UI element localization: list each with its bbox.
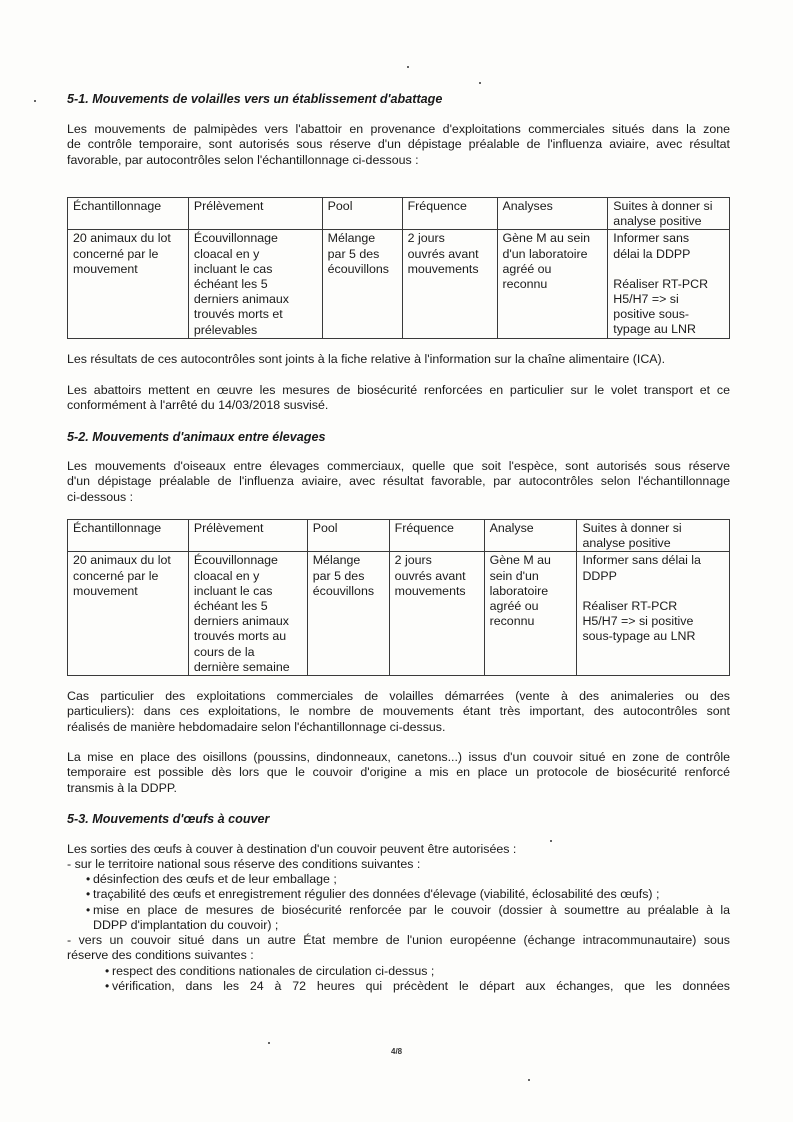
header-cell-pool: Pool [322,198,402,230]
section-heading-5-1: 5-1. Mouvements de volailles vers un établissement d'abattage [67,92,443,106]
text-line: conformément à l'arrêté du 14/03/2018 susvisé. [67,398,329,413]
cell-prelevement: Écouvillonnage cloacal en y incluant le cas échéant les 5 derniers animaux trouvés morts au cours de la dernière semaine [188,552,307,676]
header-cell-frequence: Fréquence [402,198,497,230]
cell-frequence: 2 jours ouvrés avant mouvements [402,230,497,338]
special-case-text [67,689,730,735]
text-line: ci-dessous : [67,489,134,504]
list-item: • respect des conditions nationales de circulation ci-dessus ; [105,964,435,978]
text-line: Les mouvements d'oiseaux entre élevages commerciaux, quelle que soit l'espèce, sont autorisés sous réserve [67,459,730,473]
national-conditions-list [67,872,730,934]
table-row [68,552,730,676]
sampling-table-farms [67,519,730,676]
text-line: La mise en place des oisillons (poussins, dindonneaux, canetons...) issus d'un couvoir situé en zone de contrôle [67,750,730,764]
sampling-table-slaughter [67,197,730,339]
chicks-placement-text [67,750,730,796]
list-item: • traçabilité des œufs et enregistrement régulier des données d'élevage (viabilité, éclosabilité des œufs) ; [86,887,660,902]
bullet-icon: • [86,872,91,886]
bullet-icon: • [105,964,110,978]
table-header-row [68,198,730,230]
list-item: • désinfection des œufs et de leur emballage ; [86,872,337,886]
text-line: favorable, par autocontrôles selon l'échantillonnage ci-dessous : [67,152,419,167]
text-line: particuliers): dans ces exploitations, le nombre de mouvements étant très important, des autocontrôles sont [67,704,730,719]
bullet-icon: • [105,979,110,994]
cell-echantillonnage: 20 animaux du lot concerné par le mouvement [68,552,189,676]
table-row [68,230,730,338]
list-item-continuation: DDPP d'implantation du couvoir) ; [93,918,279,933]
cell-echantillonnage: 20 animaux du lot concerné par le mouvement [68,230,189,338]
text-line: de contrôle temporaire, sont autorisés sous réserve d'un dépistage préalable de l'influenza aviaire, avec résultat [67,137,730,152]
section-heading-5-3: 5-3. Mouvements d'œufs à couver [67,812,270,826]
text-line: Les abattoirs mettent en œuvre les mesures de biosécurité renforcées en particulier sur le volet transport et ce [67,383,730,397]
cell-pool: Mélange par 5 des écouvillons [322,230,402,338]
bullet-icon: • [86,887,91,902]
cell-prelevement: Écouvillonnage cloacal en y incluant le cas échéant les 5 derniers animaux trouvés morts et prélevables [188,230,322,338]
cell-pool: Mélange par 5 des écouvillons [307,552,389,676]
header-cell-echantillonnage: Échantillonnage [68,520,189,552]
scan-speck [407,66,409,68]
biosecurity-text [67,383,730,414]
cell-frequence: 2 jours ouvrés avant mouvements [389,552,484,676]
scan-speck [528,1079,530,1081]
scan-speck [34,100,36,102]
bullet-icon: • [86,902,91,917]
cell-analyses: Gène M au sein d'un laboratoire agréé ou reconnu [497,230,608,338]
header-cell-prelevement: Prélèvement [188,520,307,552]
page-number: 4/8 [391,1047,403,1056]
text-line: Cas particulier des exploitations commerciales de volailles démarrées (vente à des animaleries ou des [67,689,730,703]
header-cell-pool: Pool [307,520,389,552]
text-line: Les mouvements de palmipèdes vers l'abattoir en provenance d'exploitations commerciales situés dans la zone [67,122,730,136]
scan-speck [479,82,481,84]
scan-speck [268,1042,270,1044]
header-cell-echantillonnage: Échantillonnage [68,198,189,230]
eu-conditions-list [67,964,730,995]
text-line: temporaire est possible dès lors que le couvoir d'origine a mis en place un protocole de biosécurité renforcé [67,765,730,780]
cell-suites: Informer sans délai la DDPP Réaliser RT-PCR H5/H7 => si positive sous- typage au LNR [608,230,730,338]
scan-speck [550,840,552,842]
text-line: - vers un couvoir situé dans un autre État membre de l'union européenne (échange intracommunautaire) sous [67,933,730,947]
ica-results-text: Les résultats de ces autocontrôles sont joints à la fiche relative à l'information sur la chaîne alimentaire (ICA). [67,352,666,366]
cell-analyse: Gène M au sein d'un laboratoire agréé ou reconnu [484,552,577,676]
text-line: réalisés de manière hebdomadaire selon l'échantillonnage ci-dessus. [67,719,446,734]
header-cell-suites: Suites à donner si analyse positive [577,520,730,552]
header-cell-analyses: Analyses [497,198,608,230]
section-5-2-intro [67,459,730,505]
list-item: • vérification, dans les 24 à 72 heures qui précèdent le départ aux échanges, que les données [105,979,730,994]
eu-conditions-intro [67,933,730,964]
national-conditions-intro: - sur le territoire national sous réserve des conditions suivantes : [67,857,421,871]
cell-suites: Informer sans délai la DDPP Réaliser RT-PCR H5/H7 => si positive sous-typage au LNR [577,552,730,676]
section-5-1-intro [67,122,730,168]
header-cell-frequence: Fréquence [389,520,484,552]
text-line: transmis à la DDPP. [67,780,177,795]
header-cell-analyse: Analyse [484,520,577,552]
text-line: réserve des conditions suivantes : [67,948,254,963]
eggs-intro-text: Les sorties des œufs à couver à destination d'un couvoir peuvent être autorisées : [67,842,517,856]
table-header-row [68,520,730,552]
list-item: • mise en place de mesures de biosécurité renforcée par le couvoir (dossier à soumettre au préalable à la [86,902,730,917]
header-cell-prelevement: Prélèvement [188,198,322,230]
text-line: d'un dépistage préalable de l'influenza aviaire, avec résultat favorable, par autocontrôles selon l'échantillonnage [67,474,730,489]
section-heading-5-2: 5-2. Mouvements d'animaux entre élevages [67,430,326,444]
header-cell-suites: Suites à donner si analyse positive [608,198,730,230]
